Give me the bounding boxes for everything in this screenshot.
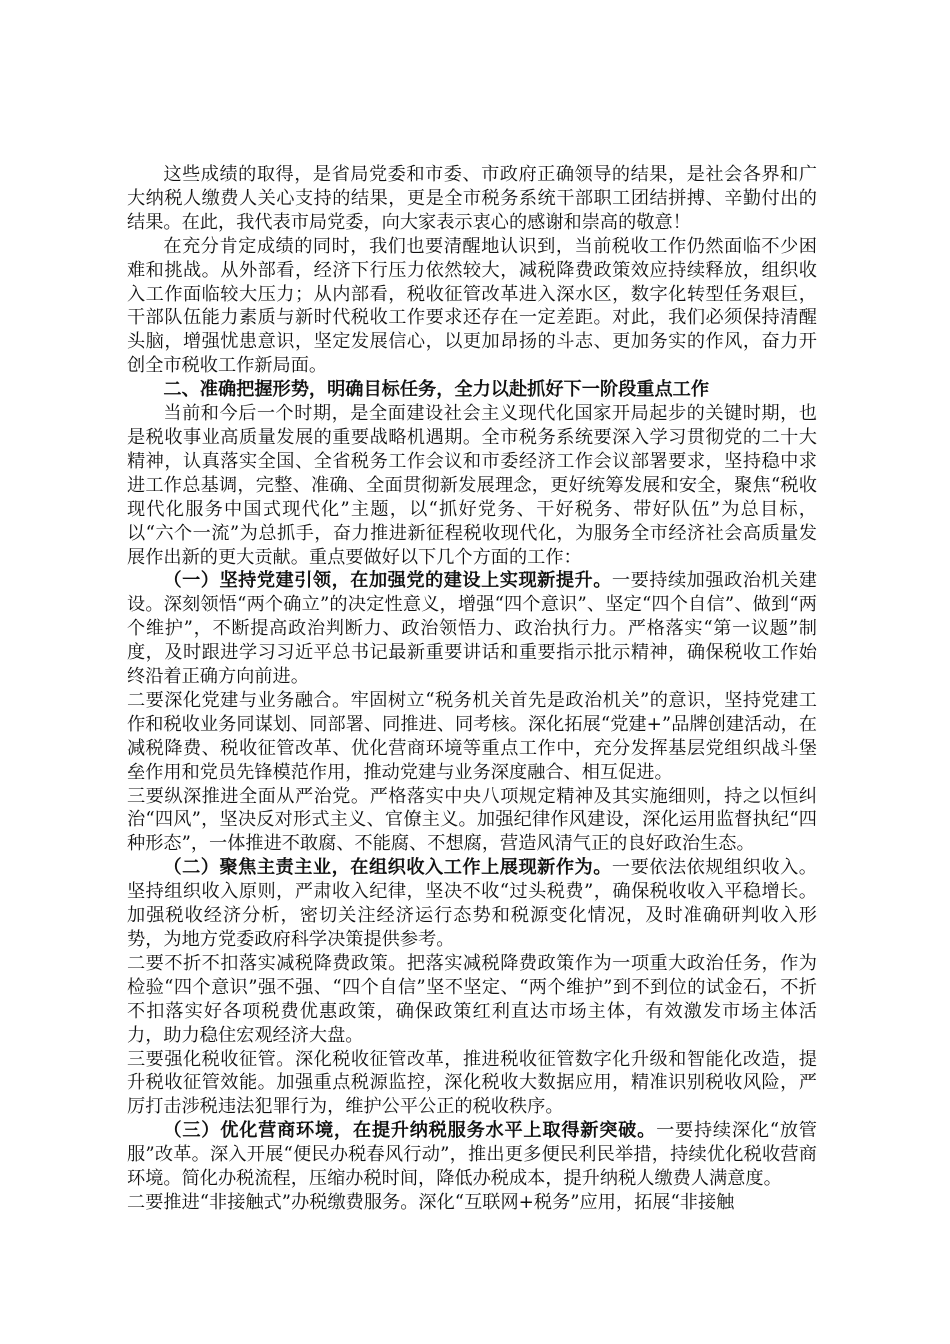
item-2-heading: （二）聚焦主责主业，在组织收入工作上展现新作为。 (163, 857, 612, 879)
item-1-body: 一要持续加强政治机关建设。深刻领悟“两个确立”的决定性意义，增强“四个意识”、坚定“四个自信”、做到“两个维护”，不断提高政治判断力、政治领悟力、政治执行力。严格落实“第一议题”制度，及时跟进学习习近平总书记最新重要讲话和重要指示批示精神，确保税收工作始终沿着正确方向前进。 (127, 570, 817, 688)
paragraph-intro: 当前和今后一个时期，是全面建设社会主义现代化国家开局起步的关键时期，也是税收事业高质量发展的重要战略机遇期。全市税务系统要深入学习贯彻党的二十大精神，认真落实全国、全省税务工作会议和市委经济工作会议部署要求，坚持稳中求进工作总基调，完整、准确、全面贯彻新发展理念，更好统筹发展和安全，聚焦“税收现代化服务中国式现代化”主题，以“抓好党务、干好税务、带好队伍”为总目标，以“六个一流”为总抓手，奋力推进新征程税收现代化，为服务全市经济社会高质量发展作出新的更大贡献。重点要做好以下几个方面的工作： (127, 403, 817, 568)
item-1-sub-3: 三要纵深推进全面从严治党。严格落实中央八项规定精神及其实施细则，持之以恒纠治“四风”，坚决反对形式主义、官僚主义。加强纪律作风建设，深化运用监督执纪“四种形态”，一体推进不敢腐、不能腐、不想腐，营造风清气正的良好政治生态。 (127, 785, 817, 855)
paragraph-challenges: 在充分肯定成绩的同时，我们也要清醒地认识到，当前税收工作仍然面临不少困难和挑战。从外部看，经济下行压力依然较大，减税降费政策效应持续释放，组织收入工作面临较大压力；从内部看，税收征管改革进入深水区，数字化转型任务艰巨，干部队伍能力素质与新时代税收工作要求还存在一定差距。对此，我们必须保持清醒头脑，增强忧患意识，坚定发展信心，以更加昂扬的斗志、更加务实的作风，奋力开创全市税收工作新局面。 (127, 235, 817, 377)
item-2-body: 一要依法依规组织收入。坚持组织收入原则，严肃收入纪律，坚决不收“过头税费”，确保税收收入平稳增长。加强税收经济分析，密切关注经济运行态势和税源变化情况，及时准确研判收入形势，为地方党委政府科学决策提供参考。 (127, 857, 817, 950)
item-2-sub-3: 三要强化税收征管。深化税收征管改革，推进税收征管数字化升级和智能化改造，提升税收征管效能。加强重点税源监控，深化税收大数据应用，精准识别税收风险，严厉打击涉税违法犯罪行为，维护公平公正的税收秩序。 (127, 1048, 817, 1118)
paragraph-achievements: 这些成绩的取得，是省局党委和市委、市政府正确领导的结果，是社会各界和广大纳税人缴费人关心支持的结果，更是全市税务系统干部职工团结拼搏、辛勤付出的结果。在此，我代表市局党委，向大家表示衷心的感谢和崇高的敬意！ (127, 164, 817, 233)
item-3-paragraph (127, 1119, 817, 1191)
section-heading: 二、准确把握形势，明确目标任务，全力以赴抓好下一阶段重点工作 (163, 379, 710, 401)
item-1-sub-2: 二要深化党建与业务融合。牢固树立“税务机关首先是政治机关”的意识，坚持党建工作和税收业务同谋划、同部署、同推进、同考核。深化拓展“党建+”品牌创建活动，在减税降费、税收征管改革、优化营商环境等重点工作中，充分发挥基层党组织战斗堡垒作用和党员先锋模范作用，推动党建与业务深度融合、相互促进。 (127, 689, 817, 783)
item-1-heading: （一）坚持党建引领，在加强党的建设上实现新提升。 (163, 570, 612, 592)
item-2-paragraph (127, 856, 817, 952)
item-3-body: 一要持续深化“放管服”改革。深入开展“便民办税春风行动”，推出更多便民利民举措，持续优化税收营商环境。简化办税流程，压缩办税时间，降低办税成本，提升纳税人缴费人满意度。 (127, 1120, 817, 1190)
document-page (127, 163, 817, 1215)
item-3-heading: （三）优化营商环境，在提升纳税服务水平上取得新突破。 (163, 1120, 657, 1142)
item-1-paragraph (127, 569, 817, 689)
item-3-sub-2: 二要推进“非接触式”办税缴费服务。深化“互联网+税务”应用，拓展“非接触 (127, 1191, 735, 1213)
item-2-sub-2: 二要不折不扣落实减税降费政策。把落实减税降费政策作为一项重大政治任务，作为检验“四个意识”强不强、“四个自信”坚不坚定、“两个维护”到不到位的试金石，不折不扣落实好各项税费优惠政策，确保政策红利直达市场主体，有效激发市场主体活力，助力稳住宏观经济大盘。 (127, 952, 817, 1046)
